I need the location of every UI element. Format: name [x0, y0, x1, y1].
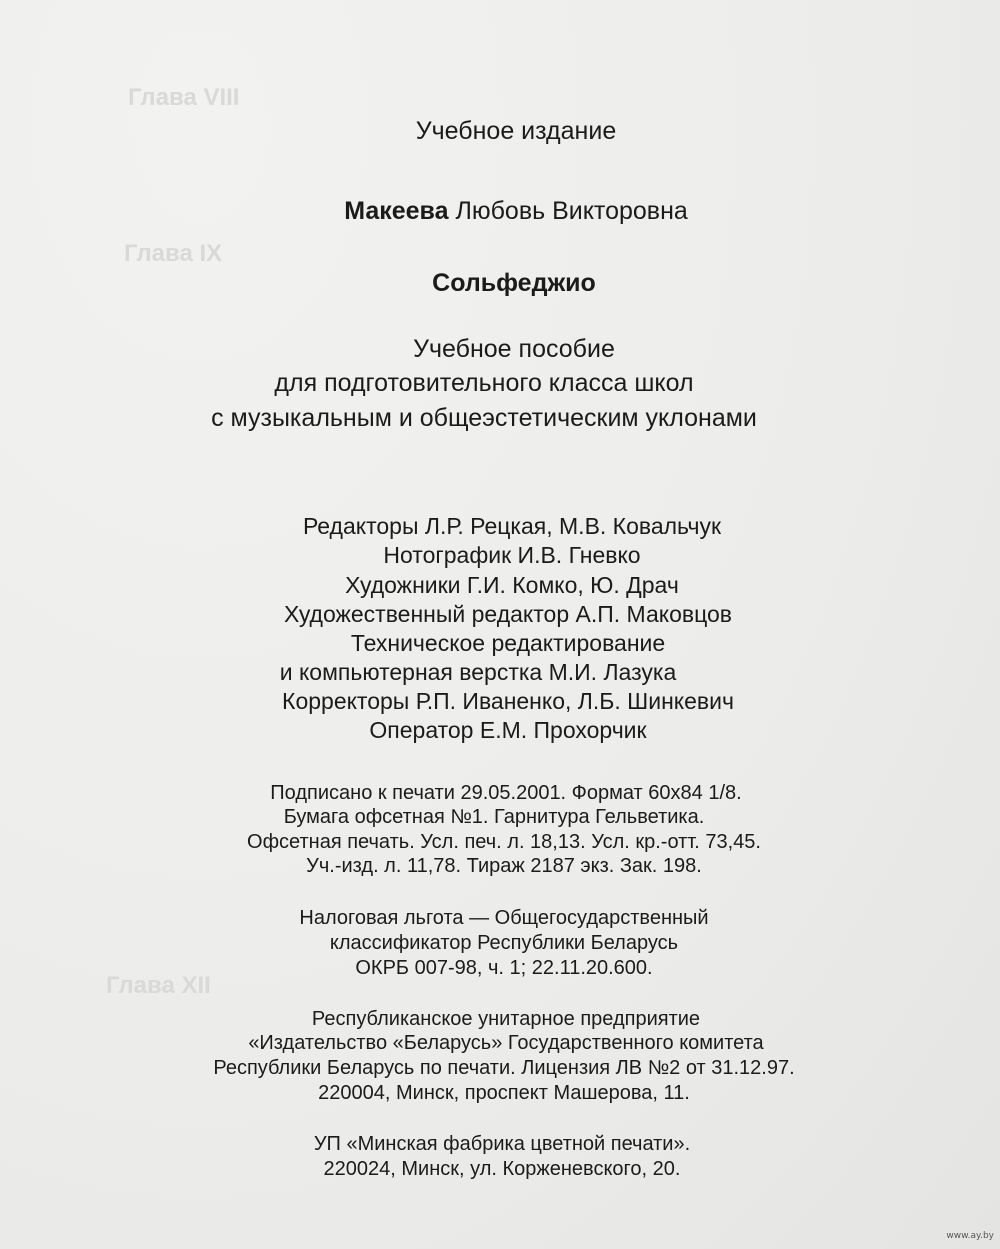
credit-line: Техническое редактирование [350, 630, 666, 656]
show-through-chapter-viii: Глава VIII [128, 84, 240, 111]
printer-line: 220024, Минск, ул. Корженевского, 20. [323, 1158, 681, 1180]
tax-info-line: классификатор Республики Беларусь [329, 932, 679, 954]
credit-line: и компьютерная верстка М.И. Лазука [279, 659, 677, 685]
publisher-line: Республиканское унитарное предприятие [311, 1008, 701, 1030]
edition-type: Учебное издание [415, 117, 617, 145]
credit-line: Корректоры Р.П. Иваненко, Л.Б. Шинкевич [282, 688, 734, 714]
book-title: Сольфеджио [432, 269, 596, 297]
show-through-chapter-ix: Глава IX [124, 240, 223, 267]
publisher-line: Республики Беларусь по печати. Лицензия ЛВ №2 от 31.12.97. [213, 1057, 795, 1079]
credit-line: Редакторы Л.Р. Рецкая, М.В. Ковальчук [302, 513, 722, 539]
print-detail-line: Офсетная печать. Усл. печ. л. 18,13. Усл. кр.-отт. 73,45. [247, 831, 761, 853]
subtitle-line: с музыкальным и общеэстетическим уклонами [211, 404, 757, 432]
publisher-line: 220004, Минск, проспект Машерова, 11. [318, 1082, 690, 1104]
credit-line: Оператор Е.М. Прохорчик [369, 717, 647, 743]
print-detail-line: Бумага офсетная №1. Гарнитура Гельветика. [283, 806, 705, 828]
printer-line: УП «Минская фабрика цветной печати». [313, 1133, 691, 1155]
print-detail-line: Уч.-изд. л. 11,78. Тираж 2187 экз. Зак. 198. [306, 855, 702, 877]
subtitle-line: для подготовительного класса школ [274, 369, 694, 397]
credit-line: Художники Г.И. Комко, Ю. Драч [345, 572, 679, 598]
photo-watermark: www.ay.by [946, 1231, 994, 1241]
credit-line: Нотографик И.В. Гневко [383, 542, 641, 568]
tax-info-line: Налоговая льгота — Общегосударственный [299, 907, 709, 929]
credit-line: Художественный редактор А.П. Маковцов [283, 601, 733, 627]
subtitle-line: Учебное пособие [413, 335, 615, 363]
author-given-names: Любовь Викторовна [455, 197, 688, 225]
author-line [16, 199, 1000, 224]
print-detail-line: Подписано к печати 29.05.2001. Формат 60х84 1/8. [270, 782, 742, 804]
author-surname: Макеева [344, 197, 449, 225]
publisher-line: «Издательство «Беларусь» Государственного комитета [248, 1032, 764, 1054]
tax-info-line: ОКРБ 007-98, ч. 1; 22.11.20.600. [355, 957, 653, 979]
show-through-chapter-xii: Глава XII [106, 972, 211, 999]
